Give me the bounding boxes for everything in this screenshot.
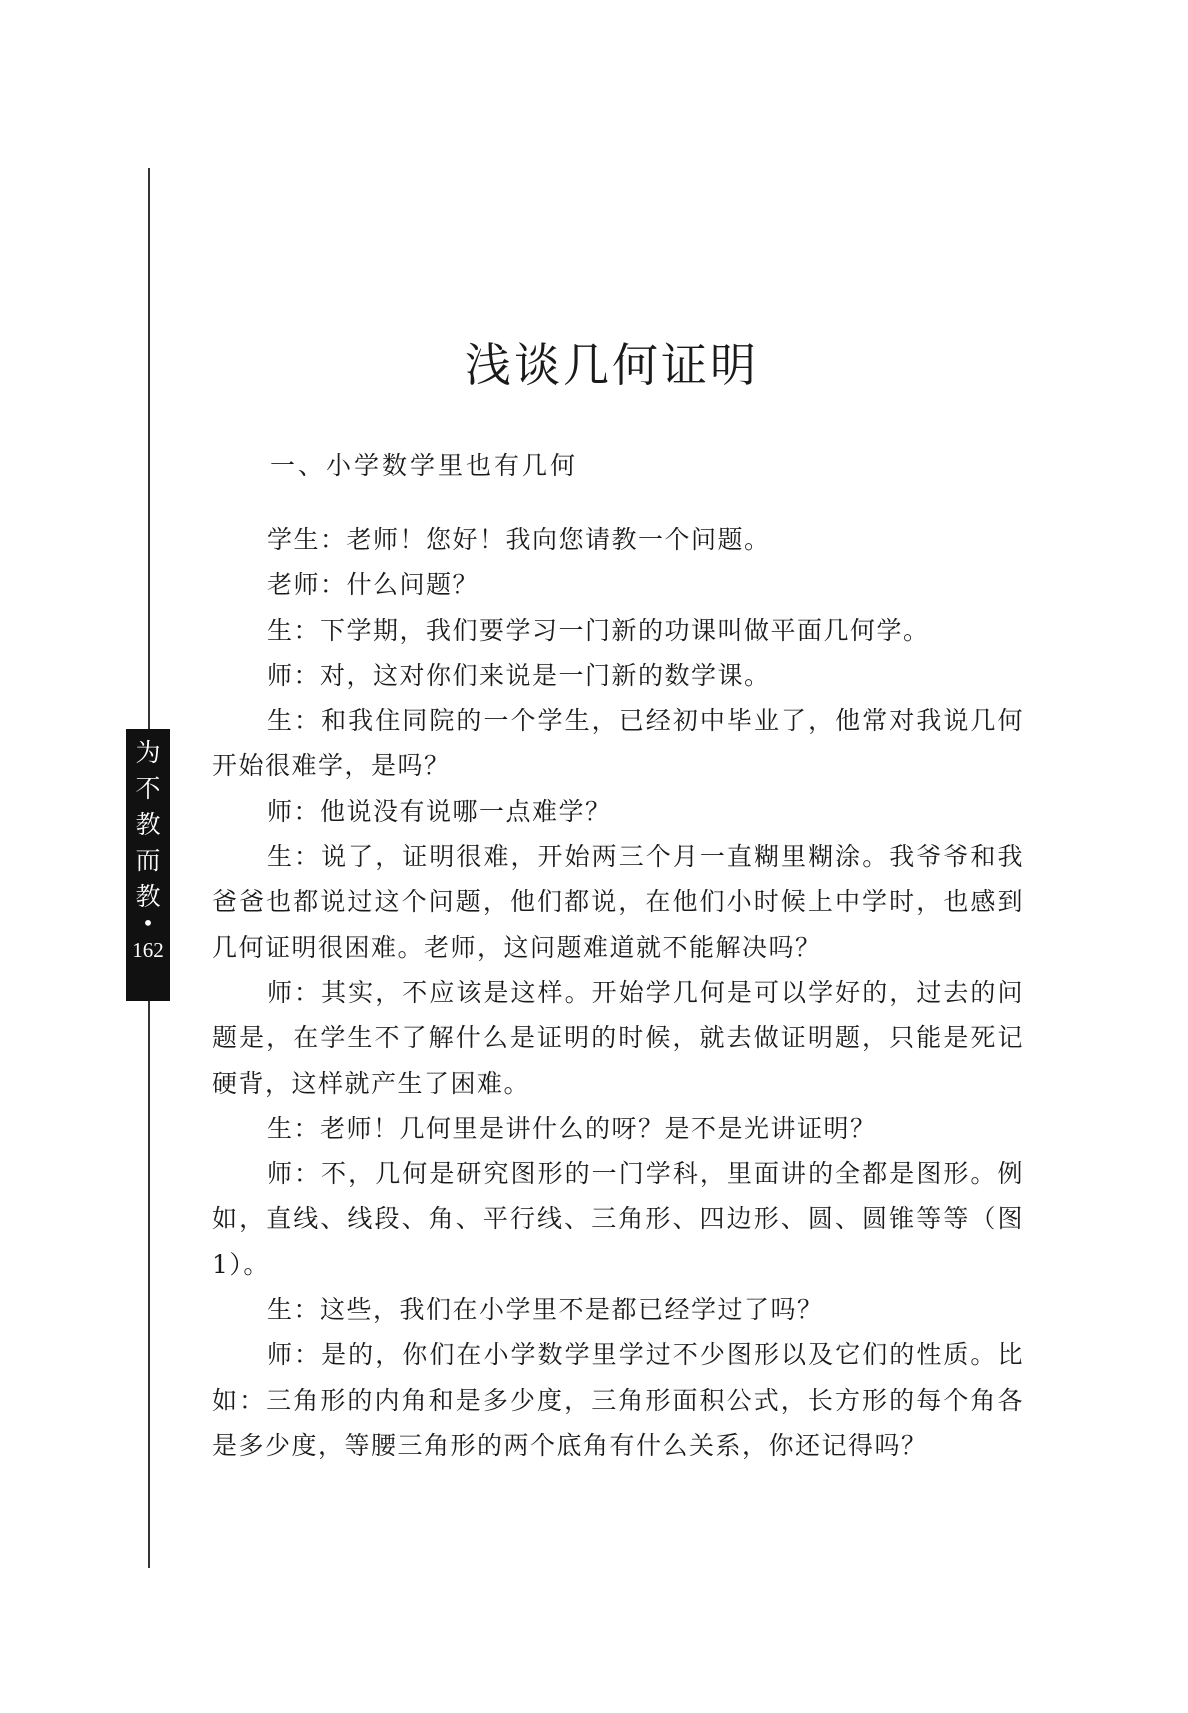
side-tab-char: 教 [135,882,161,911]
section-heading: 一、小学数学里也有几何 [270,451,579,480]
article-title: 浅谈几何证明 [465,338,759,392]
paragraph: 生：下学期，我们要学习一门新的功课叫做平面几何学。 [267,615,930,645]
side-tab-char: 教 [135,810,161,839]
paragraph: 学生：老师！您好！我向您请教一个问题。 [267,525,771,554]
page-number: 162 [132,938,164,962]
side-tab [126,729,170,1001]
paragraph: 老师：什么问题？ [267,570,480,600]
side-tab-char: 而 [135,846,161,875]
side-tab-char: 为 [135,738,161,767]
side-tab-dot: • [142,911,154,935]
paragraph: 师：其实，不应该是这样。开始学几何是可以学好的，过去的问题是，在学生不了解什么是证明的时候，就去做证明题，只能是死记硬背，这样就产生了困难。 [212,977,1024,1098]
paragraph: 生：老师！几何里是讲什么的呀？是不是光讲证明？ [267,1113,877,1143]
paragraph: 师：是的，你们在小学数学里学过不少图形以及它们的性质。比如：三角形的内角和是多少度，三角形面积公式，长方形的每个角各是多少度，等腰三角形的两个底角有什么关系，你还记得吗？ [212,1340,1024,1460]
side-tab-char: 不 [135,774,161,803]
paragraph: 师：不，几何是研究图形的一门学科，里面讲的全都是图形。例如，直线、线段、角、平行线、三角形、四边形、圆、圆锥等等（图1）。 [212,1159,1024,1279]
paragraph: 生：这些，我们在小学里不是都已经学过了吗？ [267,1295,824,1325]
paragraph: 生：和我住同院的一个学生，已经初中毕业了，他常对我说几何开始很难学，是吗？ [212,706,1024,781]
paragraph: 生：说了，证明很难，开始两三个月一直糊里糊涂。我爷爷和我爸爸也都说过这个问题，他们都说，在他们小时候上中学时，也感到几何证明很困难。老师，这问题难道就不能解决吗？ [212,842,1024,962]
article-body [212,517,1024,1468]
paragraph: 师：他说没有说哪一点难学？ [267,796,612,826]
paragraph: 师：对，这对你们来说是一门新的数学课。 [267,660,771,690]
